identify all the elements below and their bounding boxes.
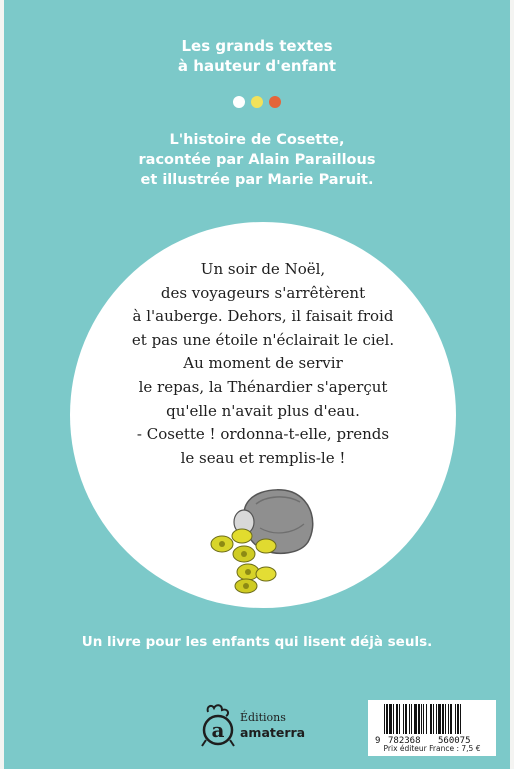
coin-purse-illustration bbox=[204, 484, 324, 596]
excerpt-line: des voyageurs s'arrêtèrent bbox=[160, 283, 366, 302]
intro-text bbox=[4, 130, 510, 190]
intro-line-2: racontée par Alain Paraillous bbox=[138, 152, 376, 168]
price-label: Prix éditeur France : 7,5 € bbox=[383, 744, 481, 753]
intro-line-1: L'histoire de Cosette, bbox=[169, 132, 345, 148]
barcode-box bbox=[368, 700, 496, 756]
svg-text:a: a bbox=[211, 718, 225, 742]
excerpt-line: Au moment de servir bbox=[183, 354, 343, 373]
series-title bbox=[4, 36, 510, 76]
excerpt-line: à l'auberge. Dehors, il faisait froid bbox=[132, 307, 394, 326]
series-title-line-1: Les grands textes bbox=[181, 37, 333, 55]
barcode bbox=[374, 704, 490, 744]
excerpt-line: qu'elle n'avait plus d'eau. bbox=[166, 401, 360, 420]
series-title-line-2: à hauteur d'enfant bbox=[177, 57, 337, 75]
excerpt-line: Un soir de Noël, bbox=[200, 260, 326, 278]
excerpt-line: le seau et remplis-le ! bbox=[180, 448, 346, 467]
color-dots bbox=[4, 96, 510, 108]
back-cover bbox=[4, 0, 510, 769]
amaterra-logo-icon bbox=[200, 702, 236, 748]
excerpt-line: et pas une étoile n'éclairait le ciel. bbox=[131, 330, 395, 349]
dot-white bbox=[233, 96, 245, 108]
excerpt-line: le repas, la Thénardier s'aperçut bbox=[138, 377, 388, 396]
barcode-first-digit: 9 bbox=[375, 736, 381, 744]
barcode-group-1: 782368 bbox=[388, 736, 421, 744]
publisher-line-1: Éditions bbox=[240, 711, 286, 724]
excerpt-text bbox=[70, 258, 456, 470]
tagline: Un livre pour les enfants qui lisent déjà seuls. bbox=[81, 634, 433, 650]
intro-line-3: et illustrée par Marie Paruit. bbox=[140, 172, 374, 188]
publisher-logo bbox=[200, 702, 305, 748]
excerpt-line: - Cosette ! ordonna-t-elle, prends bbox=[136, 425, 390, 444]
barcode-group-2: 560075 bbox=[438, 736, 471, 744]
dot-yellow bbox=[251, 96, 263, 108]
dot-orange bbox=[269, 96, 281, 108]
publisher-line-2: amaterra bbox=[240, 725, 306, 740]
